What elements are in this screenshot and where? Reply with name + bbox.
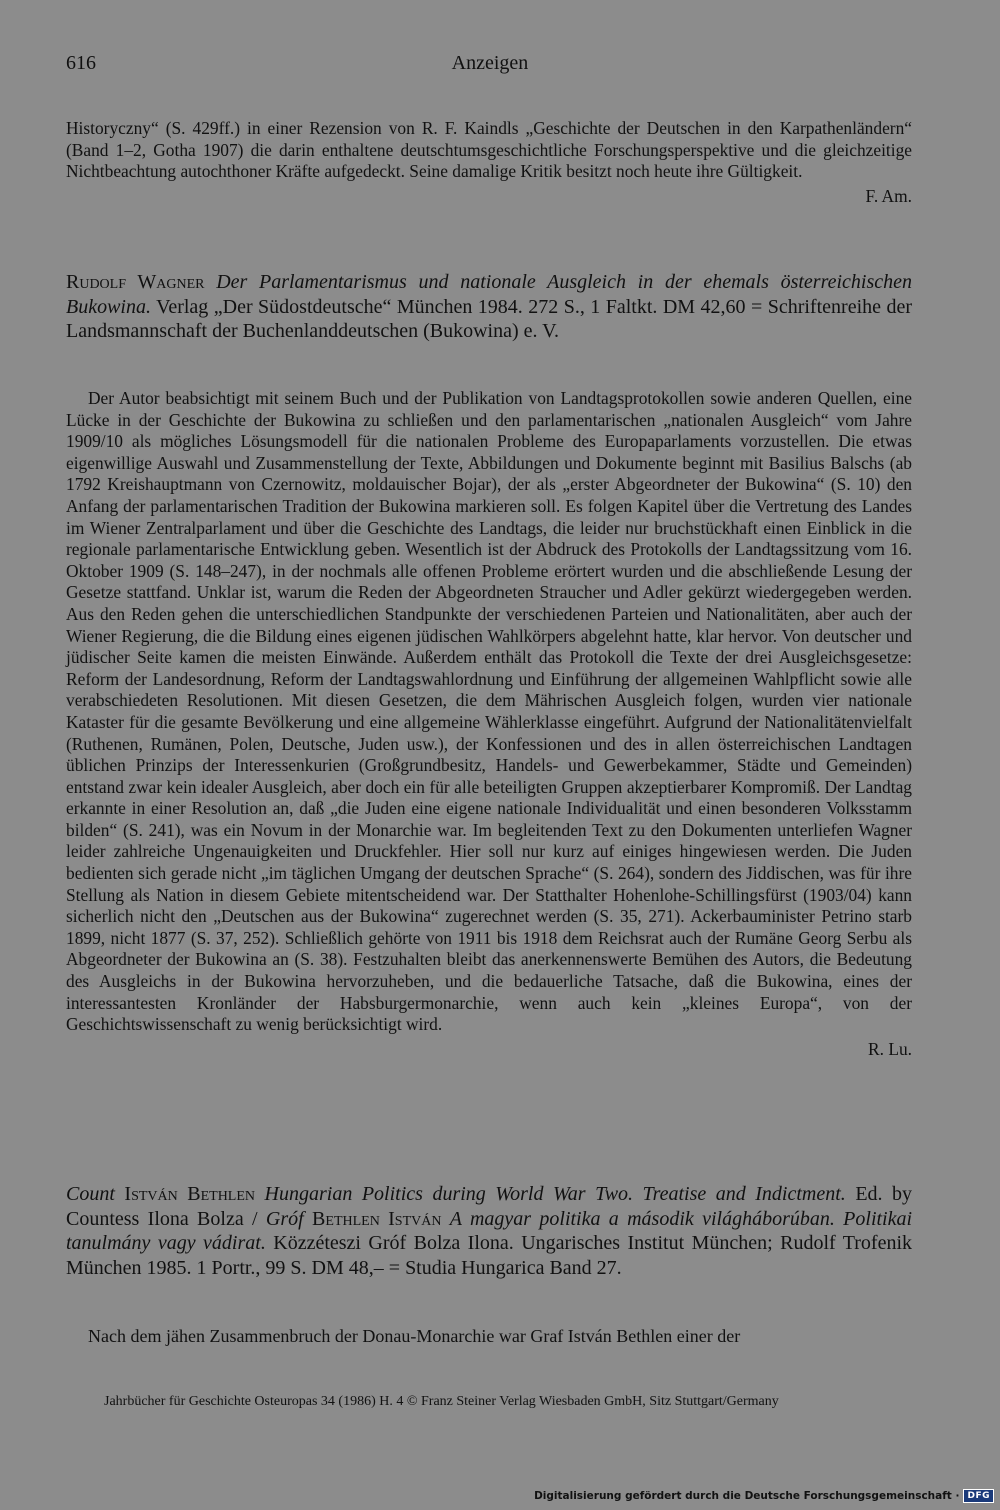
reviewer-signature: F. Am. [865, 185, 912, 206]
review-1-heading [66, 270, 912, 344]
review-2-editor: Ed. by Countess Ilona Bolza / [66, 1183, 913, 1230]
review-2-hu-author: Bethlen István [312, 1207, 442, 1230]
review-2-hu-prefix: Gróf [265, 1207, 304, 1230]
review-1-publication: Verlag „Der Südostdeutsche“ München 1984. 272 S., 1 Faltkt. DM 42,60 = Schriftenreihe der Landsmannschaft der Buchenlanddeutschen (Bukowina) e. V. [66, 295, 912, 342]
review-1-text: Der Autor beabsichtigt mit seinem Buch und der Publikation von Landtagsprotokollen sowie anderen Quellen, eine Lücke in der Geschichte der Bukowina zu schließen und den parlamentarischen „nationalen Ausgleich“ vom Jahre 1909/10 als mögliches Lösungsmodell für die nationalen Probleme des Europaparlaments vorzustellen. Die etwas eigenwillige Auswahl und Zusammenstellung der Texte, Abbildungen und Dokumente beginnt mit Basilius Balschs (ab 1792 Kreishauptmann von Czernowitz, moldauischer Bojar), der als „erster Abgeordneter der Bukowina“ (S. 10) den Anfang der parlamentarischen Tradition der Bukowina markieren soll. Es folgen Kapitel über die Vertretung des Landes im Wiener Zentralparlament und über die Geschichte des Landtags, die leider nur bruchstückhaft einen Einblick in die regionale parlamentarische Entwicklung geben. Wesentlich ist der Abdruck des Protokolls der Landtagssitzung vom 16. Oktober 1909 (S. 148–247), in der nochmals alle offenen Probleme erörtert wurden und die abschließende Lesung der Gesetze stattfand. Unklar ist, warum die Reden der Abgeordneten Straucher und Adler gekürzt wiedergegeben werden. Aus den Reden gehen die unterschiedlichen Standpunkte der verschiedenen Parteien und Nationalitäten, aber auch der Wiener Regierung, die die Bildung eines eigenen jüdischen Wahlkörpers abgelehnt hatte, klar hervor. Von deutscher und jüdischer Seite kamen die meisten Einwände. Außerdem enthält das Protokoll die Texte der drei Ausgleichsgesetze: Reform der Landesordnung, Reform der Landtagswahlordnung und Einführung der allgemeinen Wahlpflicht sowie alle verabschiedeten Resolutionen. Mit diesen Gesetzen, die dem Mährischen Ausgleich folgen, wurden vier nationale Kataster für die gesamte Bevölkerung und eine allgemeine Wählerklasse eingeführt. Aufgrund der Nationalitätenvielfalt (Ruthenen, Rumänen, Polen, Deutsche, Juden usw.), der Konfessionen und des in allen österreichischen Landtagen üblichen Prinzips der Interessenkurien (Großgrundbesitz, Handels- und Gewerbekammer, Städte und Gemeinden) entstand zwar kein idealer Ausgleich, aber doch ein für alle beteiligten Gruppen akzeptierbarer Kompromiß. Der Landtag erkannte in einer Resolution an, daß „die Juden eine eigene nationale Individualität und einen besonderen Volksstamm bilden“ (S. 241), was ein Novum in der Monarchie war. Im begleitenden Text zu den Dokumenten unterliefen Wagner leider zahlreiche Ungenauigkeiten und Druckfehler. Hier soll nur kurz auf einiges hingewiesen werden. Die Juden bedienten sich gerade nicht „im täglichen Umgang der deutschen Sprache“ (S. 264), sondern des Jiddischen, was für ihre Stellung als Nation in diesem Gebiete mitentscheidend war. Der Statthalter Hohenlohe-Schillingsfürst (1903/04) kann sicherlich nicht den „Deutschen aus der Bukowina“ zugerechnet werden (S. 35, 271). Ackerbauminister Petrino starb 1899, nicht 1877 (S. 37, 252). Schließlich gehörte von 1911 bis 1918 dem Reichsrat auch der Rumäne Georg Serbu als Abgeordneter der Bukowina an (S. 38). Festzuhalten bleibt das anerkennenswerte Bemühen des Autors, die Bedeutung des Ausgleichs in der Bukowina hervorzuheben, und die bedauerliche Tatsache, daß die Bukowina, eines der interessantesten Kronländer der Habsburgermonarchie, wenn auch kein „kleines Europa“, von der Geschichtswissenschaft zu wenig berücksichtigt wird. [66, 388, 912, 1035]
review-1-body [66, 388, 912, 1060]
review-2-hu-title: A magyar politika a második világháborúban. Politikai tanulmány vagy vádirat. [66, 1207, 913, 1254]
review-2-title: Hungarian Politics during World War Two. Treatise and Indictment. [264, 1183, 846, 1205]
page-header [66, 52, 914, 80]
review-1-title: Der Parlamentarismus und nationale Ausgleich in der ehemals österreichischen Bukowina. [66, 271, 913, 318]
running-head: Anzeigen [451, 52, 529, 74]
review-2-author: István Bethlen [124, 1183, 256, 1205]
digitization-credit-text: Digitalisierung gefördert durch die Deutsche Forschungsgemeinschaft · [534, 1490, 960, 1502]
previous-review-continuation [66, 118, 912, 207]
dfg-logo: DFG [963, 1489, 994, 1503]
continuation-text: Historyczny“ (S. 429ff.) in einer Rezension von R. F. Kaindls „Geschichte der Deutschen in den Karpathenländern“ (Band 1–2, Gotha 1907) die darin enthaltene deutschtumsgeschichtliche Forschungsperspektive und die gleichzeitige Nichtbeachtung autochthoner Kräfte aufgedeckt. Seine damalige Kritik besitzt noch heute ihre Gültigkeit. [66, 118, 912, 182]
review-2-heading [66, 1182, 912, 1280]
review-1-signature: R. Lu. [868, 1038, 912, 1059]
digitization-credit [534, 1489, 994, 1503]
review-2-prefix: Count [66, 1183, 115, 1205]
review-2-publication: Közzéteszi Gróf Bolza Ilona. Ungarisches Institut München; Rudolf Trofenik München 1985. 1 Portr., 99 S. DM 48,– = Studia Hungarica Band 27. [66, 1232, 913, 1279]
page-number: 616 [66, 52, 96, 74]
review-2-body [66, 1326, 912, 1348]
journal-footer: Jahrbücher für Geschichte Osteuropas 34 (1986) H. 4 © Franz Steiner Verlag Wiesbaden GmbH, Sitz Stuttgart/Germany [104, 1394, 779, 1409]
review-2-text: Nach dem jähen Zusammenbruch der Donau-Monarchie war Graf István Bethlen einer der [88, 1326, 741, 1346]
review-1-author: Rudolf Wagner [66, 271, 205, 293]
